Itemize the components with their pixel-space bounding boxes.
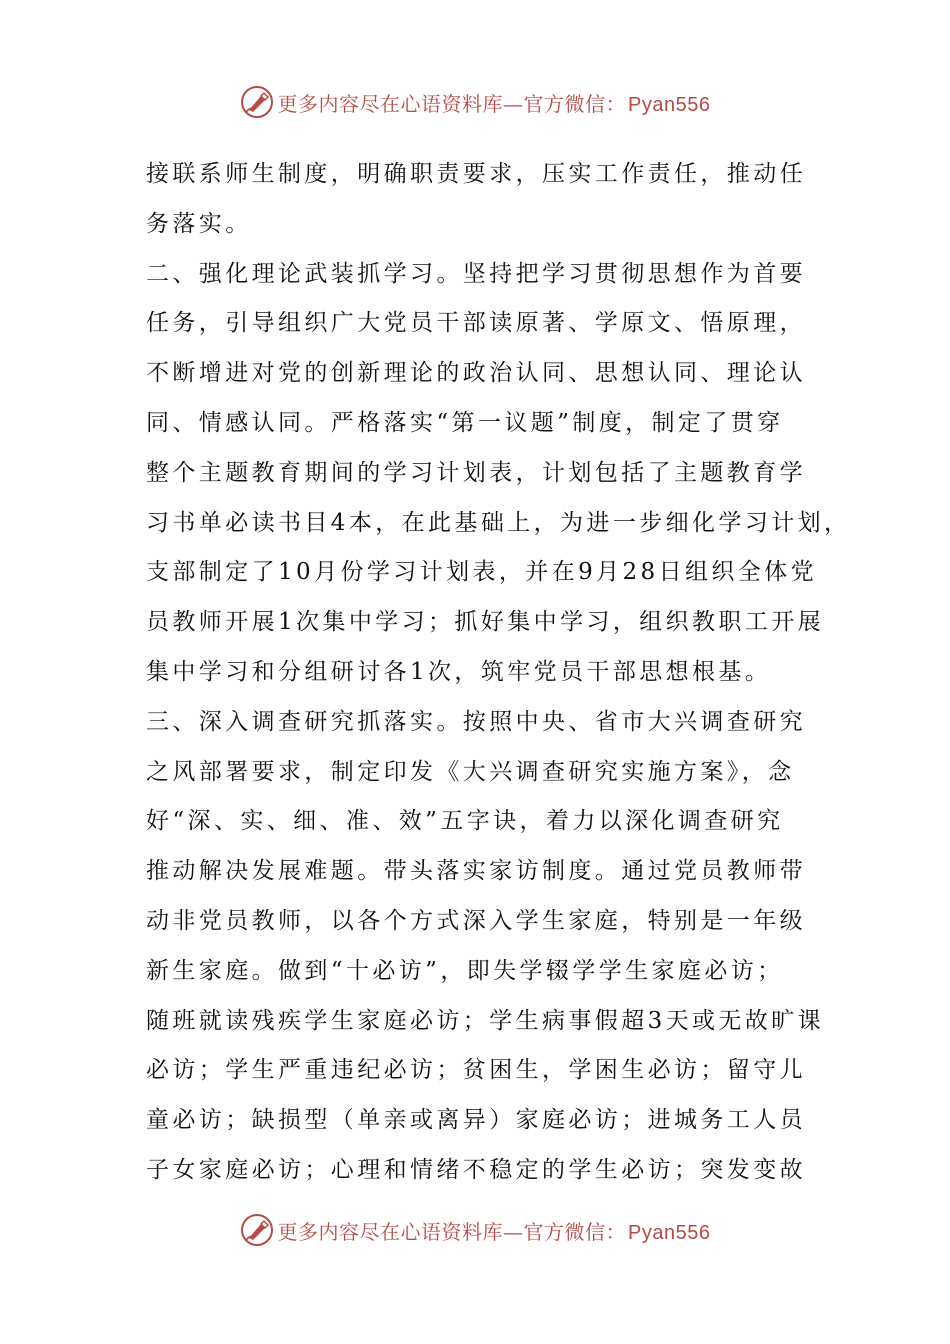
pen-nib-logo-icon <box>240 1213 274 1247</box>
body-line: 任务，引导组织广大党员干部读原著、学原文、悟原理， <box>146 310 806 337</box>
body-line: 动非党员教师，以各个方式深入学生家庭，特别是一年级 <box>146 907 806 934</box>
body-line: 同、情感认同。严格落实“第一议题”制度，制定了贯穿 <box>146 409 784 436</box>
header-watermark <box>0 80 950 124</box>
watermark-wechat-id: Pyan556 <box>628 93 711 116</box>
body-line: 三、深入调查研究抓落实。按照中央、省市大兴调查研究 <box>146 708 806 735</box>
body-line: 随班就读残疾学生家庭必访；学生病事假超3天或无故旷课 <box>146 1007 825 1034</box>
watermark-text <box>278 1216 711 1245</box>
pen-nib-logo-icon <box>240 85 274 119</box>
watermark-site-text: 更多内容尽在心语资料库—官方微信： <box>277 1219 627 1244</box>
body-line: 习书单必读书目4本，在此基础上，为进一步细化学习计划， <box>146 509 851 536</box>
body-line: 接联系师生制度，明确职责要求，压实工作责任，推动任 <box>146 161 806 187</box>
body-line: 员教师开展1次集中学习；抓好集中学习，组织教职工开展 <box>146 609 825 636</box>
watermark-site-text: 更多内容尽在心语资料库—官方微信： <box>277 91 627 116</box>
body-line: 二、强化理论武装抓学习。坚持把学习贯彻思想作为首要 <box>146 260 806 287</box>
body-line: 务落实。 <box>146 210 252 237</box>
footer-watermark <box>0 1208 950 1252</box>
body-line: 支部制定了10月份学习计划表，并在9月28日组织全体党 <box>146 559 817 586</box>
body-line: 推动解决发展难题。带头落实家访制度。通过党员教师带 <box>146 858 806 885</box>
document-body <box>146 150 851 1196</box>
body-line: 好“深、实、细、准、效”五字诀，着力以深化调查研究 <box>146 808 784 835</box>
body-line: 整个主题教育期间的学习计划表，计划包括了主题教育学 <box>146 459 806 486</box>
watermark-wechat-id: Pyan556 <box>628 1221 711 1244</box>
body-line: 子女家庭必访；心理和情绪不稳定的学生必访；突发变故 <box>146 1156 806 1183</box>
body-line: 之风部署要求，制定印发《大兴调查研究实施方案》，念 <box>146 758 795 785</box>
body-line: 必访；学生严重违纪必访；贫困生，学困生必访；留守儿 <box>146 1057 806 1084</box>
watermark-text <box>278 88 711 117</box>
body-line: 童必访；缺损型（单亲或离异）家庭必访；进城务工人员 <box>146 1107 806 1134</box>
body-line: 新生家庭。做到“十必访”，即失学辍学学生家庭必访； <box>146 957 784 984</box>
body-line: 不断增进对党的创新理论的政治认同、思想认同、理论认 <box>146 360 806 387</box>
body-line: 集中学习和分组研讨各1次，筑牢党员干部思想根基。 <box>146 658 772 685</box>
